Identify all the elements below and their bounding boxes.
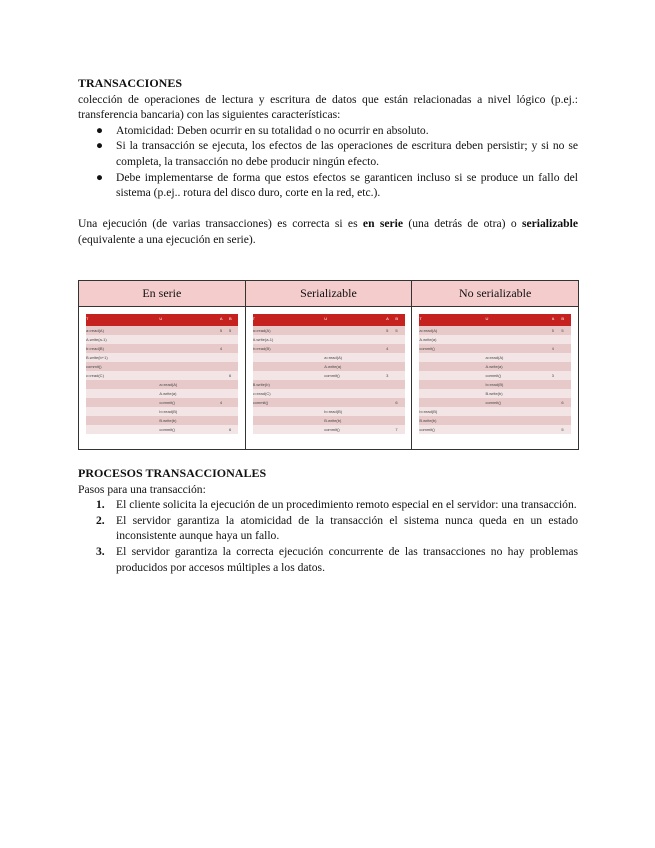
schedule-row [419, 362, 571, 371]
schedule-cell-text: A.write(a-1) [253, 335, 325, 344]
schedule-cell-text: B.write(b) [485, 389, 551, 398]
schedule-cell-text [386, 425, 395, 434]
schedule-cell-text [220, 416, 229, 425]
schedule-cell-text: commit() [253, 398, 325, 407]
schedule-cell-text [552, 335, 562, 344]
schedule-cell-text [561, 353, 571, 362]
schedule-cell-text [395, 344, 404, 353]
schedule-cell-text: b=read(B) [485, 380, 551, 389]
schedule-cell-text: 4 [220, 344, 229, 353]
schedule-cell-text: 6 [229, 371, 238, 380]
schedule-cell-text [220, 380, 229, 389]
schedule-row [253, 362, 405, 371]
execution-paragraph [78, 216, 578, 247]
schedule-row [419, 371, 571, 380]
schedule-row [253, 371, 405, 380]
schedule-cell-text: A.write(a-1) [86, 335, 159, 344]
schedule-cell-text [552, 425, 562, 434]
schedule-row [419, 398, 571, 407]
schedule-cell-text: A [220, 314, 229, 326]
schedule-cell-text [395, 335, 404, 344]
schedule-cell-text [485, 407, 551, 416]
schedule-row [253, 326, 405, 335]
schedule-row [419, 344, 571, 353]
schedule-cell-text [229, 380, 238, 389]
schedule-cell-text: b=read(B) [159, 407, 220, 416]
schedule-cell-text [419, 353, 485, 362]
schedule-cell-text [86, 425, 159, 434]
schedule-cell-text: A.write(a) [485, 362, 551, 371]
schedule-cell-text [324, 380, 386, 389]
characteristics-list [78, 123, 578, 201]
schedule-cell [79, 307, 246, 450]
schedule-cell-text [485, 425, 551, 434]
schedule-table [419, 314, 571, 434]
schedule-row [253, 335, 405, 344]
schedule-cell-text [229, 416, 238, 425]
schedule-cell-text [386, 389, 395, 398]
schedule-cell-text: commit() [159, 425, 220, 434]
schedule-cell-text [253, 362, 325, 371]
schedule-row [253, 398, 405, 407]
schedule-cell-text [386, 416, 395, 425]
bullet-icon: ● [96, 170, 104, 184]
schedule-cell-text [86, 380, 159, 389]
header-no-serializable: No serializable [412, 281, 579, 307]
schedule-table [86, 314, 238, 434]
schedule-cell-text [386, 362, 395, 371]
schedule-cell-text: T [86, 314, 159, 326]
schedule-cell-text [86, 407, 159, 416]
schedule-cell-text: a=read(A) [159, 380, 220, 389]
schedule-cell-text: 5 [552, 326, 562, 335]
schedule-cell-text: B.write(b) [159, 416, 220, 425]
list-item-text: El servidor garantiza la correcta ejecución concurrente de las transacciones no hay problemas producidos por accesos múltiples a los datos. [116, 544, 578, 574]
schedule-cell-text [324, 335, 386, 344]
schedule-row [419, 353, 571, 362]
schedule-cell-text [419, 371, 485, 380]
schedule-cell-text: 6 [395, 398, 404, 407]
list-item [78, 123, 578, 139]
schedule-cell-text: T [253, 314, 325, 326]
text: Una ejecución (de varias transacciones) es correcta si es [78, 217, 363, 231]
schedule-cell-text [86, 389, 159, 398]
section-title: PROCESOS TRANSACCIONALES [78, 466, 267, 480]
schedule-cell-text [159, 362, 220, 371]
schedule-cell-text [561, 371, 571, 380]
schedule-cell-text [552, 398, 562, 407]
schedule-cell-text [552, 389, 562, 398]
schedule-cell [412, 307, 579, 450]
schedule-cell-text: A.write(a) [419, 335, 485, 344]
section-transacciones [78, 76, 578, 248]
schedule-cell-text [485, 326, 551, 335]
schedule-cell-text: b=read(B) [419, 407, 485, 416]
list-item [78, 170, 578, 201]
bold-term: serializable [521, 217, 578, 231]
schedule-row [86, 353, 238, 362]
schedule-cell-text [419, 362, 485, 371]
schedule-row [253, 353, 405, 362]
step-number: 1. [96, 498, 105, 512]
schedule-cell-text: c=read(C) [86, 371, 159, 380]
schedule-cell-text: b=read(B) [324, 407, 386, 416]
schedule-cell-text [229, 389, 238, 398]
schedule-cell-text [395, 353, 404, 362]
schedule-cell-text: 5 [229, 326, 238, 335]
schedule-table [253, 314, 405, 434]
schedule-row [86, 416, 238, 425]
schedule-cell-text [386, 407, 395, 416]
schedule-cell-text [485, 416, 551, 425]
schedule-cell-text [561, 344, 571, 353]
schedule-cell-text [419, 380, 485, 389]
schedule-cell-text [386, 398, 395, 407]
schedule-cell-text: b=read(B) [86, 344, 159, 353]
schedule-cell-text [386, 380, 395, 389]
schedule-cell-text [419, 398, 485, 407]
schedule-cell-text [229, 362, 238, 371]
schedule-cell-text [220, 389, 229, 398]
schedule-row [86, 389, 238, 398]
list-item [78, 544, 578, 575]
schedule-cell-text [86, 416, 159, 425]
schedule-row [86, 326, 238, 335]
schedule-cell-text [386, 335, 395, 344]
schedule-cell-text: 4 [386, 344, 395, 353]
schedule-cell-text: 5 [395, 326, 404, 335]
schedule-header-row [253, 314, 405, 326]
schedule-cell-text: U [324, 314, 386, 326]
schedule-cell-text [552, 380, 562, 389]
schedule-row [419, 416, 571, 425]
schedule-cell-text [220, 335, 229, 344]
schedule-cell-text: commit() [86, 362, 159, 371]
schedule-cell-text: a=read(A) [86, 326, 159, 335]
schedule-cell-text [229, 398, 238, 407]
schedule-cell-text: B [561, 314, 571, 326]
schedule-cell-text [220, 425, 229, 434]
schedule-cell-text [253, 407, 325, 416]
schedule-cell-text [220, 353, 229, 362]
list-item-text: Atomicidad: Deben ocurrir en su totalidad o no ocurrir en absoluto. [116, 123, 429, 137]
section-procesos [78, 466, 578, 575]
schedule-cell-text: a=read(A) [485, 353, 551, 362]
schedule-cell-text [229, 344, 238, 353]
schedule-row [86, 425, 238, 434]
schedule-header-row [86, 314, 238, 326]
schedule-cell-text [324, 344, 386, 353]
schedule-cell-text: 5 [386, 326, 395, 335]
comparison-table [78, 280, 579, 450]
schedule-cell-text [419, 389, 485, 398]
schedule-cell-text: 6 [561, 398, 571, 407]
schedule-row [419, 407, 571, 416]
schedule-cell-text [485, 335, 551, 344]
schedule-cell-text [159, 353, 220, 362]
schedule-cell-text: 5 [561, 326, 571, 335]
schedule-cell-text: B [395, 314, 404, 326]
schedule-row [86, 398, 238, 407]
schedule-row [419, 389, 571, 398]
schedule-row [253, 389, 405, 398]
schedule-cell-text [324, 398, 386, 407]
schedule-cell-text: commit() [419, 344, 485, 353]
bullet-icon: ● [96, 123, 104, 137]
schedule-cell-text: commit() [324, 371, 386, 380]
schedule-cell-text: a=read(A) [253, 326, 325, 335]
schedule-cell-text [485, 344, 551, 353]
schedule-cell-text [229, 353, 238, 362]
schedule-cell-text: a=read(A) [419, 326, 485, 335]
schedule-cell-text [253, 371, 325, 380]
steps-intro: Pasos para una transacción: [78, 482, 206, 496]
schedule-cell-text [159, 371, 220, 380]
schedule-cell-text [561, 416, 571, 425]
schedule-cell-text: a=read(A) [324, 353, 386, 362]
schedule-cell-text: commit() [485, 371, 551, 380]
list-item [78, 138, 578, 169]
schedule-cell-text [561, 362, 571, 371]
schedule-cell-text [159, 335, 220, 344]
schedule-cell-text [552, 407, 562, 416]
schedule-cell-text: A.write(a) [159, 389, 220, 398]
schedule-row [419, 326, 571, 335]
schedule-cell-text [159, 326, 220, 335]
schedule-row [419, 380, 571, 389]
schedule-cell-text: b=read(B) [253, 344, 325, 353]
schedule-cell-text [229, 407, 238, 416]
schedule-cell-text [552, 416, 562, 425]
schedule-cell-text: 5 [561, 425, 571, 434]
schedule-cell-text [395, 389, 404, 398]
text: (una detrás de otra) o [403, 217, 522, 231]
schedule-cell-text [229, 335, 238, 344]
schedule-row [86, 362, 238, 371]
list-item [78, 513, 578, 544]
schedule-cell-text: 4 [220, 398, 229, 407]
intro-paragraph: colección de operaciones de lectura y escritura de datos que están relacionadas a nivel lógico (p.ej.: transferencia bancaria) con las siguientes características: [78, 92, 578, 122]
list-item-text: Si la transacción se ejecuta, los efectos de las operaciones de escritura deben persistir; y si no se completa, la transacción no debe producir ningún efecto. [116, 139, 578, 168]
schedule-row [253, 380, 405, 389]
header-serializable: Serializable [245, 281, 412, 307]
schedule-cell-text [220, 362, 229, 371]
schedule-cell-text: A.write(a) [324, 362, 386, 371]
schedule-cell-text [395, 416, 404, 425]
schedule-cell-text: A [552, 314, 562, 326]
schedule-cell-text [395, 371, 404, 380]
schedule-row [253, 425, 405, 434]
schedule-cell-text [220, 371, 229, 380]
schedule-cell-text: A [386, 314, 395, 326]
schedule-row [253, 416, 405, 425]
schedule-cell-text [86, 398, 159, 407]
schedule-cell-text [220, 407, 229, 416]
schedule-cell-text [253, 353, 325, 362]
schedule-row [86, 380, 238, 389]
schedule-cell-text: B.write(b) [419, 416, 485, 425]
schedule-cell-text [395, 407, 404, 416]
schedule-cell-text [552, 353, 562, 362]
schedule-cell-text [395, 380, 404, 389]
text: (equivalente a una ejecución en serie). [78, 232, 256, 246]
step-number: 3. [96, 544, 105, 558]
schedule-cell-text: 5 [220, 326, 229, 335]
schedule-cell-text: commit() [419, 425, 485, 434]
schedule-cell-text: 4 [552, 344, 562, 353]
bold-term: en serie [362, 217, 404, 231]
schedule-cell-text: B.write(b) [253, 380, 325, 389]
schedule-cell-text: commit() [159, 398, 220, 407]
schedule-cell-text: c=read(C) [253, 389, 325, 398]
schedule-cell-text [561, 380, 571, 389]
schedule-cell-text: commit() [324, 425, 386, 434]
schedule-cell-text [561, 407, 571, 416]
step-number: 2. [96, 513, 105, 527]
schedule-cell-text [253, 425, 325, 434]
schedule-cell-text: B [229, 314, 238, 326]
list-item-text: El servidor garantiza la atomicidad de la transacción el sistema nunca queda en un estado inconsistente aunque haya un fallo. [116, 513, 578, 543]
schedule-cell-text: U [485, 314, 551, 326]
schedule-cell-text [324, 326, 386, 335]
schedule-row [419, 425, 571, 434]
schedule-row [253, 344, 405, 353]
schedule-cell-text [561, 335, 571, 344]
schedule-row [86, 335, 238, 344]
schedule-cell-text [395, 362, 404, 371]
schedule-cell-text: 6 [229, 425, 238, 434]
schedule-cell-text: T [419, 314, 485, 326]
section-title: TRANSACCIONES [78, 76, 183, 90]
bullet-icon: ● [96, 139, 104, 153]
schedule-cell-text [552, 362, 562, 371]
schedule-row [253, 407, 405, 416]
schedule-cell-text: B.write(b) [324, 416, 386, 425]
list-item [78, 497, 578, 513]
list-item-text: El cliente solicita la ejecución de un procedimiento remoto especial en el servidor: una transacción. [116, 498, 577, 512]
header-en-serie: En serie [79, 281, 246, 307]
schedule-cell-text [561, 389, 571, 398]
schedule-cell-text: 3 [386, 371, 395, 380]
schedule-row [86, 371, 238, 380]
steps-list [78, 497, 578, 575]
schedule-cell-text: 7 [395, 425, 404, 434]
schedule-cell-text [324, 389, 386, 398]
schedule-cell-text: U [159, 314, 220, 326]
schedule-cell-text: 3 [552, 371, 562, 380]
schedule-cell [245, 307, 412, 450]
schedule-row [419, 335, 571, 344]
schedule-cell-text: commit() [485, 398, 551, 407]
schedule-cell-text: B.write(b+1) [86, 353, 159, 362]
schedule-header-row [419, 314, 571, 326]
schedule-row [86, 344, 238, 353]
list-item-text: Debe implementarse de forma que estos efectos se garanticen incluso si se produce un fallo del sistema (p.ej.. rotura del disco duro, corte en la red, etc.). [116, 170, 578, 200]
schedule-cell-text [386, 353, 395, 362]
schedule-cell-text [253, 416, 325, 425]
schedule-cell-text [159, 344, 220, 353]
schedule-row [86, 407, 238, 416]
